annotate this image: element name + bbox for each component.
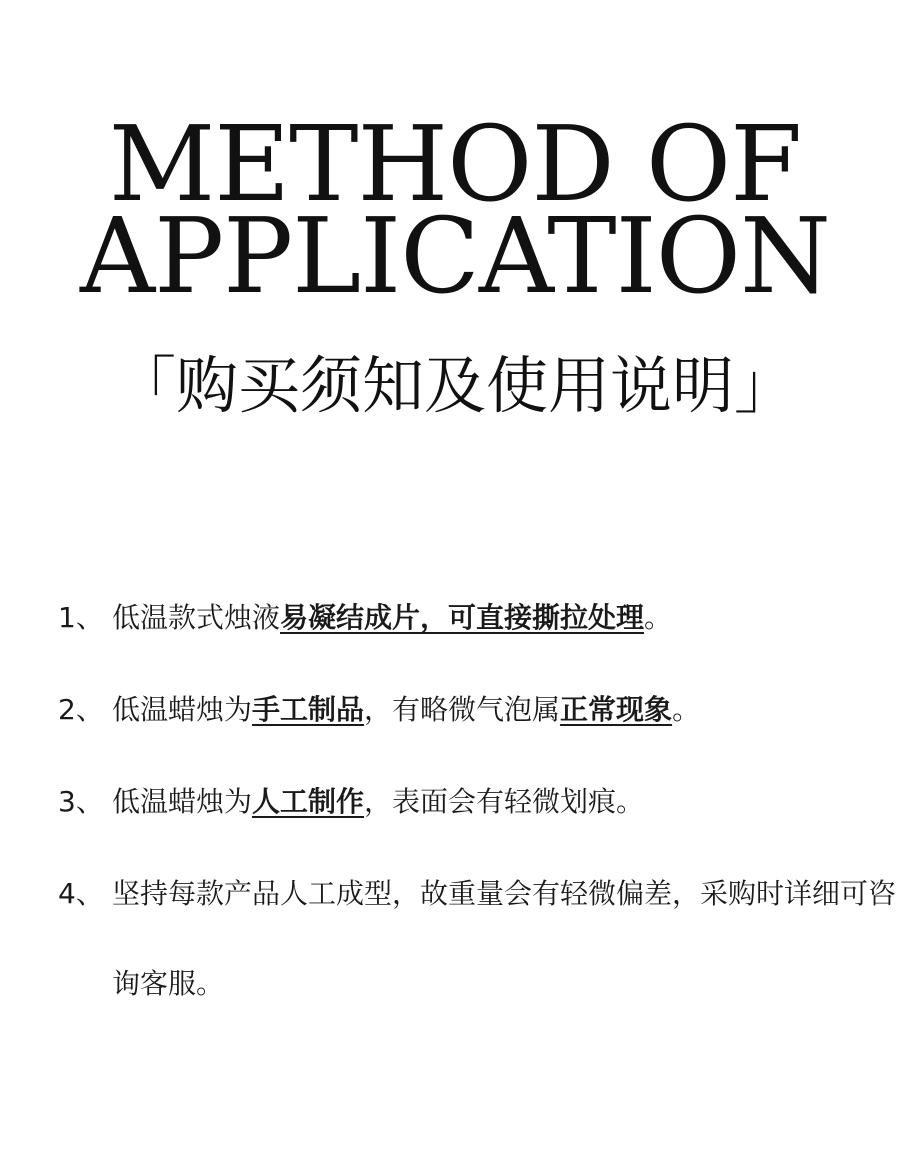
note-item-3 — [58, 780, 898, 824]
subtitle: 「购买须知及使用说明」 — [113, 349, 796, 422]
note-number: 3、 — [58, 785, 104, 818]
note-item-1 — [58, 596, 898, 640]
note-text-part: ，有略微气泡属 — [364, 693, 561, 726]
note-emphasis: 易凝结成片，可直接撕拉处理 — [280, 601, 645, 634]
note-text-part: 。 — [672, 693, 701, 726]
note-text-part: 低温款式烛液 — [112, 601, 281, 634]
header — [0, 103, 910, 317]
note-emphasis: 正常现象 — [560, 693, 673, 726]
note-text-part: 。 — [644, 601, 673, 634]
note-emphasis: 手工制品 — [252, 693, 365, 726]
note-text — [112, 688, 898, 732]
note-number: 4、 — [58, 877, 104, 910]
note-number: 1、 — [58, 601, 104, 634]
note-text-part: 低温蜡烛为 — [112, 785, 253, 818]
note-text-part: ，表面会有轻微划痕。 — [364, 785, 645, 818]
title-line-2: APPLICATION — [80, 195, 830, 317]
note-text — [112, 780, 898, 824]
note-emphasis: 人工制作 — [252, 785, 365, 818]
note-number: 2、 — [58, 693, 104, 726]
note-text-part: 低温蜡烛为 — [112, 693, 253, 726]
note-item-2 — [58, 688, 898, 732]
note-text-part: 坚持每款产品人工成型，故重量会有轻微偏差，采购时详细可咨询客服。 — [112, 877, 897, 1000]
notes-list — [58, 596, 898, 1077]
note-text — [112, 849, 898, 1029]
note-text — [112, 596, 898, 640]
note-item-4 — [58, 872, 898, 1029]
title-line-1: METHOD OF — [108, 103, 802, 225]
